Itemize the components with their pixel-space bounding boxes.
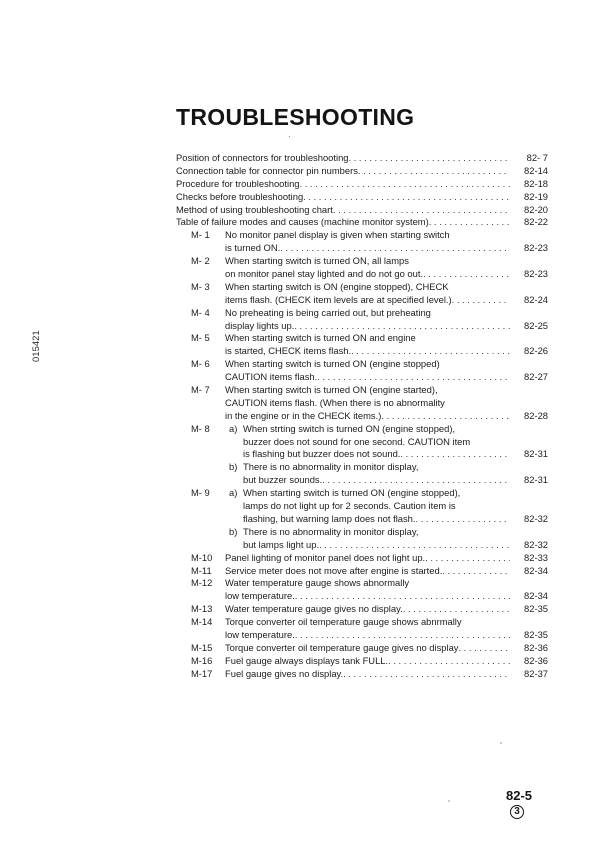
toc-item-text: low temperature.: [225, 590, 295, 602]
toc-item-text: CAUTION items flash.: [225, 371, 318, 383]
toc-page-number: 82-32: [524, 538, 548, 550]
toc-item-text: buzzer does not sound for one second. CAUTION item: [243, 435, 471, 447]
toc-item-code: M- 3: [191, 280, 210, 292]
toc-item-code: M- 8: [191, 422, 210, 434]
toc-entry: [176, 281, 548, 307]
toc-item-text: in the engine or in the CHECK items.): [225, 409, 382, 421]
toc-line: [176, 345, 548, 358]
toc-item-text: There is no abnormality in monitor display,: [243, 461, 419, 473]
toc-item-text: display lights up.: [225, 319, 295, 331]
toc-line: [176, 616, 548, 629]
toc-line: [176, 590, 548, 603]
toc-sub-marker: b): [229, 461, 238, 473]
title-dot: ·: [288, 131, 291, 141]
toc-line: [176, 577, 548, 590]
toc-item-text: When starting switch is turned ON (engine stopped): [225, 358, 440, 370]
toc-entry: [176, 332, 548, 358]
toc-item-text: but buzzer sounds.: [243, 474, 323, 486]
toc-line: [176, 668, 548, 681]
toc-line: [176, 565, 548, 578]
dot-leader: [333, 204, 510, 217]
toc-item-text: When starting switch is turned ON (engine started),: [225, 384, 438, 396]
toc-entry: [176, 616, 548, 642]
toc-entry: [176, 216, 548, 229]
dot-leader: [423, 268, 510, 281]
toc-line: [176, 642, 548, 655]
toc-page-number: 82-27: [524, 371, 548, 383]
toc-page-number: 82-35: [524, 603, 548, 615]
toc-entry: [176, 165, 548, 178]
toc-item-text: CAUTION items flash. (When there is no abnormality: [225, 396, 445, 408]
toc-page-number: 82-26: [524, 345, 548, 357]
toc-line: [176, 242, 548, 255]
toc-item-code: M-16: [191, 654, 213, 666]
toc-page-number: 82-36: [524, 641, 548, 653]
toc-entry: [176, 178, 548, 191]
dot-leader: [349, 152, 511, 165]
toc-line: [176, 487, 548, 500]
toc-entry: [176, 642, 548, 655]
toc-entry: [176, 552, 548, 565]
toc-page-number: 82-18: [524, 177, 548, 189]
toc-item-text: No preheating is being carried out, but preheating: [225, 306, 431, 318]
toc-entry: [176, 384, 548, 423]
toc-entry: [176, 229, 548, 255]
toc-line: [176, 216, 548, 229]
toc-line: [176, 358, 548, 371]
toc-entry: [176, 461, 548, 487]
toc-line: [176, 204, 548, 217]
toc-item-text: is started, CHECK items flash.: [225, 345, 352, 357]
toc-line: [176, 552, 548, 565]
toc-line: [176, 603, 548, 616]
toc-item-text: Connection table for connector pin numbers: [176, 164, 358, 176]
toc-line: [176, 513, 548, 526]
toc-line: [176, 410, 548, 423]
toc-item-text: When starting switch is turned ON (engine stopped),: [243, 487, 461, 499]
toc-line: [176, 436, 548, 449]
toc-page-number: 82-34: [524, 590, 548, 602]
toc-line: [176, 371, 548, 384]
dot-leader: [322, 474, 510, 487]
dot-leader: [381, 410, 510, 423]
footer-revision-mark: 3: [510, 805, 524, 819]
table-of-contents: [176, 152, 548, 681]
dot-leader: [343, 668, 510, 681]
dot-leader: [294, 320, 510, 333]
toc-sub-marker: a): [229, 422, 238, 434]
toc-entry: [176, 668, 548, 681]
toc-item-text: Water temperature gauge gives no display.: [225, 603, 403, 615]
toc-sub-marker: a): [229, 487, 238, 499]
toc-item-text: Table of failure modes and causes (machine monitor system): [176, 216, 429, 228]
toc-page-number: 82-37: [524, 667, 548, 679]
toc-item-text: Fuel gauge always displays tank FULL.: [225, 654, 389, 666]
toc-line: [176, 332, 548, 345]
toc-entry: [176, 565, 548, 578]
toc-line: [176, 281, 548, 294]
toc-item-code: M-12: [191, 577, 213, 589]
toc-item-text: Position of connectors for troubleshooting: [176, 152, 349, 163]
toc-item-code: M- 4: [191, 306, 210, 318]
toc-item-text: When starting switch is turned ON and engine: [225, 332, 416, 344]
toc-item-code: M-17: [191, 667, 213, 679]
toc-item-code: M-15: [191, 641, 213, 653]
toc-page-number: 82-31: [524, 448, 548, 460]
toc-item-text: Water temperature gauge shows abnormally: [225, 577, 410, 589]
toc-entry: [176, 423, 548, 462]
page-title: TROUBLESHOOTING: [176, 104, 415, 130]
toc-page-number: 82- 7: [526, 152, 548, 163]
toc-item-code: M-11: [191, 564, 212, 576]
scan-speck: [500, 742, 502, 744]
dot-leader: [300, 178, 510, 191]
dot-leader: [429, 216, 510, 229]
toc-line: [176, 307, 548, 320]
toc-item-text: on monitor panel stay lighted and do not go out.: [225, 268, 424, 280]
toc-page-number: 82-19: [524, 190, 548, 202]
toc-line: [176, 294, 548, 307]
toc-item-text: Fuel gauge gives no display.: [225, 667, 344, 679]
toc-line: [176, 655, 548, 668]
toc-page-number: 82-31: [524, 474, 548, 486]
toc-item-text: but lamps light up.: [243, 538, 320, 550]
toc-entry: [176, 152, 548, 165]
side-code: 015421: [31, 330, 42, 362]
toc-entry: [176, 603, 548, 616]
toc-line: [176, 539, 548, 552]
dot-leader: [400, 448, 510, 461]
toc-item-text: lamps do not light up for 2 seconds. Caution item is: [243, 500, 456, 512]
toc-page-number: 82-24: [524, 293, 548, 305]
toc-entry: [176, 358, 548, 384]
toc-entry: [176, 487, 548, 526]
toc-item-text: Panel lighting of monitor panel does not light up.: [225, 551, 426, 563]
toc-line: [176, 165, 548, 178]
dot-leader: [303, 191, 510, 204]
dot-leader: [280, 242, 510, 255]
dot-leader: [358, 165, 510, 178]
toc-page-number: 82-20: [524, 203, 548, 215]
toc-page-number: 82-14: [524, 164, 548, 176]
toc-line: [176, 629, 548, 642]
toc-page-number: 82-23: [524, 268, 548, 280]
toc-entry: [176, 255, 548, 281]
toc-page-number: 82-22: [524, 216, 548, 228]
toc-item-text: When starting switch is ON (engine stopped), CHECK: [225, 280, 449, 292]
footer-page-number: 82-5: [506, 788, 533, 803]
toc-item-text: Method of using troubleshooting chart: [176, 203, 333, 215]
toc-item-text: Service meter does not move after engine is started.: [225, 564, 443, 576]
toc-page-number: 82-23: [524, 242, 548, 254]
dot-leader: [295, 629, 510, 642]
toc-item-code: M- 6: [191, 358, 210, 370]
toc-entry: [176, 204, 548, 217]
toc-item-text: is flashing but buzzer does not sound.: [243, 448, 401, 460]
toc-line: [176, 448, 548, 461]
toc-item-text: Torque converter oil temperature gauge shows abnrmally: [225, 616, 462, 628]
toc-item-code: M-13: [191, 603, 213, 615]
toc-line: [176, 152, 548, 165]
toc-line: [176, 268, 548, 281]
toc-entry: [176, 577, 548, 603]
toc-item-text: No monitor panel display is given when starting switch: [225, 229, 450, 241]
scan-speck: [448, 800, 450, 802]
toc-page-number: 82-33: [524, 551, 548, 563]
dot-leader: [458, 642, 510, 655]
toc-page-number: 82-25: [524, 319, 548, 331]
dot-leader: [351, 345, 510, 358]
toc-entry: [176, 191, 548, 204]
toc-item-text: When strting switch is turned ON (engine stopped),: [243, 422, 456, 434]
toc-item-code: M- 2: [191, 255, 210, 267]
toc-item-code: M- 9: [191, 487, 210, 499]
toc-item-text: Checks before troubleshooting: [176, 190, 304, 202]
toc-line: [176, 229, 548, 242]
toc-item-code: M- 7: [191, 384, 210, 396]
dot-leader: [425, 552, 510, 565]
toc-line: [176, 423, 548, 436]
toc-item-text: items flash. (CHECK item levels are at specified level.): [225, 293, 452, 305]
toc-line: [176, 500, 548, 513]
toc-line: [176, 178, 548, 191]
toc-item-text: Torque converter oil temperature gauge gives no display: [225, 641, 459, 653]
toc-line: [176, 191, 548, 204]
toc-line: [176, 384, 548, 397]
dot-leader: [319, 539, 510, 552]
toc-item-code: M-14: [191, 616, 213, 628]
toc-entry: [176, 655, 548, 668]
toc-entry: [176, 526, 548, 552]
toc-item-text: is turned ON.: [225, 242, 281, 254]
dot-leader: [403, 603, 510, 616]
toc-item-code: M- 5: [191, 332, 210, 344]
toc-line: [176, 397, 548, 410]
dot-leader: [317, 371, 510, 384]
toc-page-number: 82-35: [524, 628, 548, 640]
toc-item-text: low temperature.: [225, 628, 295, 640]
dot-leader: [416, 513, 511, 526]
toc-sub-marker: b): [229, 525, 238, 537]
dot-leader: [452, 294, 510, 307]
toc-line: [176, 461, 548, 474]
toc-line: [176, 255, 548, 268]
toc-item-text: When starting switch is turned ON, all lamps: [225, 255, 409, 267]
toc-item-code: M- 1: [191, 229, 210, 241]
toc-line: [176, 320, 548, 333]
toc-entry: [176, 307, 548, 333]
dot-leader: [442, 565, 510, 578]
toc-item-text: There is no abnormality in monitor display,: [243, 525, 419, 537]
toc-page-number: 82-32: [524, 512, 548, 524]
toc-line: [176, 474, 548, 487]
toc-item-code: M-10: [191, 551, 213, 563]
toc-item-text: Procedure for troubleshooting: [176, 177, 300, 189]
dot-leader: [295, 590, 510, 603]
toc-line: [176, 526, 548, 539]
dot-leader: [388, 655, 510, 668]
toc-page-number: 82-36: [524, 654, 548, 666]
toc-page-number: 82-34: [524, 564, 548, 576]
toc-page-number: 82-28: [524, 409, 548, 421]
toc-item-text: flashing, but warning lamp does not flash.: [243, 512, 416, 524]
